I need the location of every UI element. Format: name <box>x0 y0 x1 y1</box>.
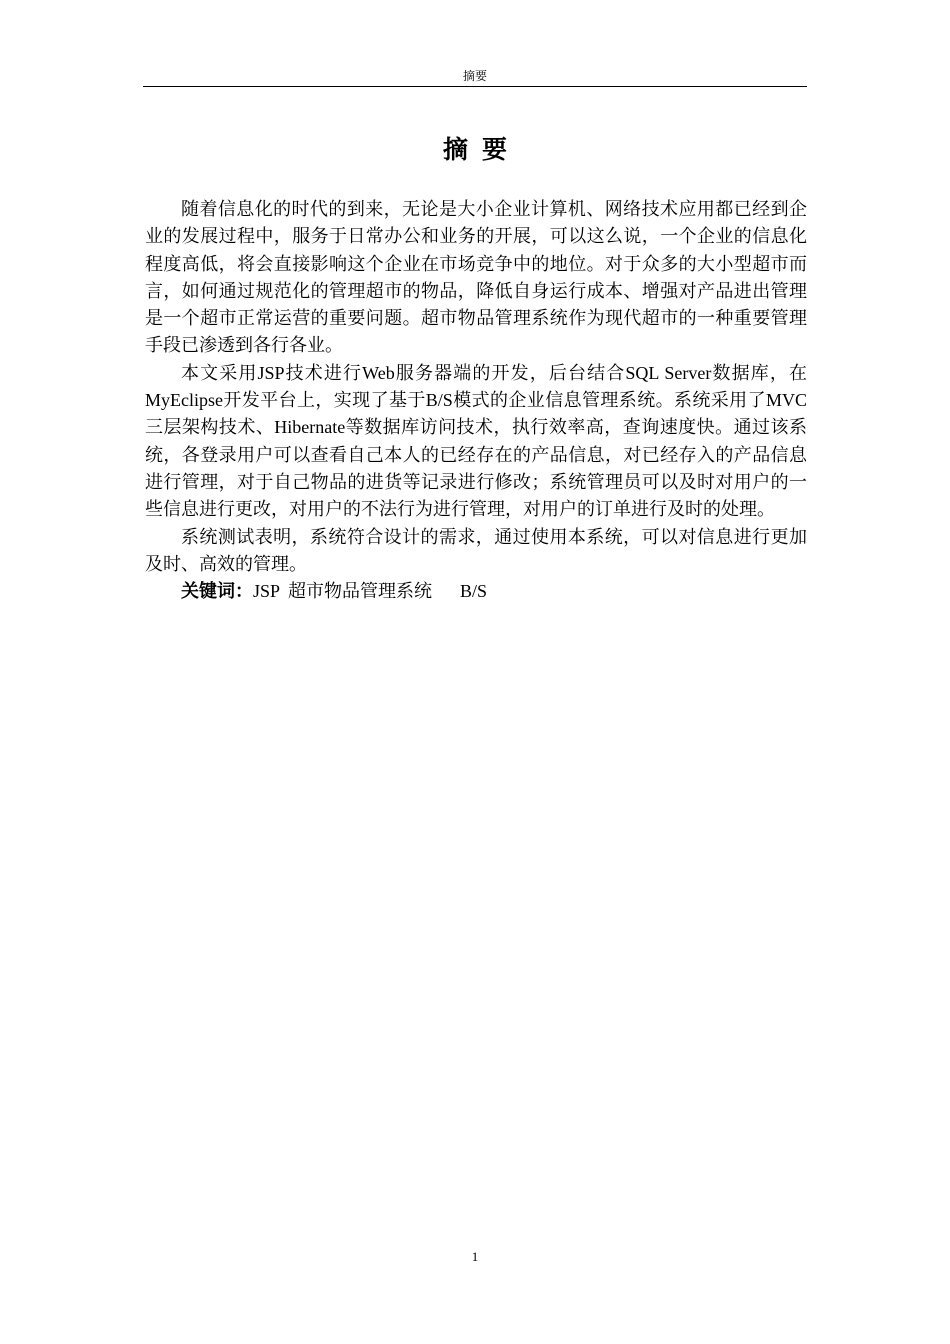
page-title: 摘要 <box>442 135 521 164</box>
keyword-item: JSP <box>253 581 281 602</box>
keywords-label: 关键词： <box>181 581 253 602</box>
keyword-item: B/S <box>460 581 488 602</box>
abstract-body <box>145 196 807 605</box>
running-header-title: 摘要 <box>462 69 487 83</box>
abstract-paragraph: 系统测试表明，系统符合设计的需求，通过使用本系统，可以对信息进行更加及时、高效的管理。 <box>145 526 807 574</box>
abstract-paragraph: 随着信息化的时代的到来，无论是大小企业计算机、网络技术应用都已经到企业的发展过程中，服务于日常办公和业务的开展，可以这么说，一个企业的信息化程度高低，将会直接影响这个企业在市场竞争中的地位。对于众多的大小型超市而言，如何通过规范化的管理超市的物品，降低自身运行成本、增强对产品进出管理是一个超市正常运营的重要问题。超市物品管理系统作为现代超市的一种重要管理手段已渗透到各行各业。 <box>145 199 807 356</box>
keywords-line <box>145 578 807 605</box>
keyword-item: 超市物品管理系统 <box>288 581 433 602</box>
running-header <box>143 66 807 87</box>
page-number: 1 <box>471 1249 479 1264</box>
abstract-paragraph: 本文采用JSP技术进行Web服务器端的开发，后台结合SQL Server数据库，在MyEclipse开发平台上，实现了基于B/S模式的企业信息管理系统。系统采用了MVC三层架构技术、Hibernate等数据库访问技术，执行效率高，查询速度快。通过该系统，各登录用户可以查看自己本人的已经存在的产品信息，对已经存入的产品信息进行管理，对于自己物品的进货等记录进行修改；系统管理员可以及时对用户的一些信息进行更改，对用户的不法行为进行管理，对用户的订单进行及时的处理。 <box>145 362 807 520</box>
